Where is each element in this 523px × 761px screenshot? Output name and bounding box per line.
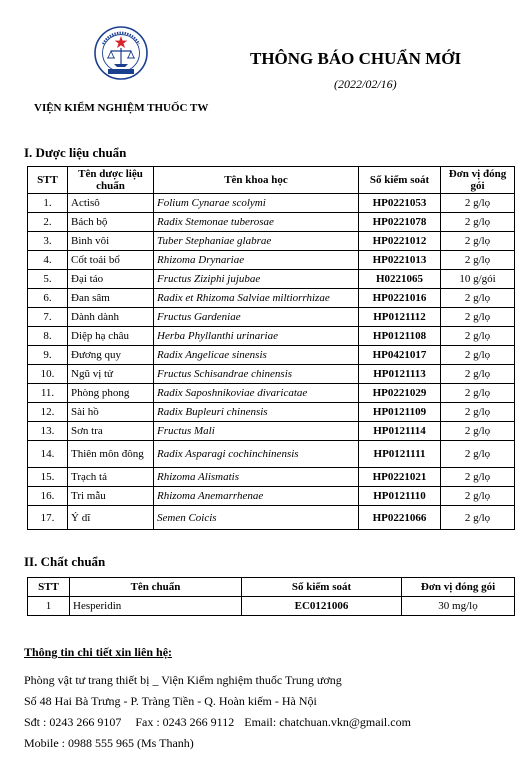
cell-stt: 8.: [28, 327, 68, 346]
cell-name: Ngũ vị tử: [68, 365, 154, 384]
cell-name: Hesperidin: [70, 597, 242, 616]
section-heading-chemical: II. Chất chuẩn: [24, 554, 106, 569]
cell-stt: 15.: [28, 468, 68, 487]
cell-scientific-name: Herba Phyllanthi urinariae: [154, 327, 359, 346]
cell-control-number: HP0221013: [359, 251, 441, 270]
cell-control-number: EC0121006: [242, 597, 402, 616]
cell-control-number: HP0121112: [359, 308, 441, 327]
organization-name: VIỆN KIỂM NGHIỆM THUỐC TW: [34, 102, 209, 114]
contact-phone-line: [24, 715, 411, 730]
table-row: [28, 487, 515, 506]
cell-scientific-name: Rhizoma Alismatis: [154, 468, 359, 487]
cell-scientific-name: Fructus Mali: [154, 422, 359, 441]
cell-unit: 2 g/lọ: [441, 346, 515, 365]
contact-heading: Thông tin chi tiết xin liên hệ:: [24, 645, 173, 659]
contact-mobile: Mobile : 0988 555 965 (Ms Thanh): [24, 736, 194, 750]
table-row: [28, 232, 515, 251]
cell-stt: 16.: [28, 487, 68, 506]
cell-scientific-name: Tuber Stephaniae glabrae: [154, 232, 359, 251]
cell-stt: 13.: [28, 422, 68, 441]
cell-stt: 3.: [28, 232, 68, 251]
cell-scientific-name: Radix Angelicae sinensis: [154, 346, 359, 365]
cell-control-number: HP0221029: [359, 384, 441, 403]
table-row: [28, 468, 515, 487]
contact-address: Số 48 Hai Bà Trưng - P. Tràng Tiền - Q. Hoàn kiếm - Hà Nội: [24, 694, 317, 708]
cell-stt: 10.: [28, 365, 68, 384]
cell-scientific-name: Radix Stemonae tuberosae: [154, 213, 359, 232]
email-address[interactable]: chatchuan.vkn@gmail.com: [279, 715, 411, 729]
cell-name: Đại táo: [68, 270, 154, 289]
cell-scientific-name: Radix Bupleuri chinensis: [154, 403, 359, 422]
institute-logo: [94, 26, 148, 80]
cell-name: Thiên môn đông: [68, 441, 154, 468]
cell-name: Đương quy: [68, 346, 154, 365]
cell-unit: 2 g/lọ: [441, 506, 515, 530]
table-row: [28, 194, 515, 213]
cell-scientific-name: Fructus Schisandrae chinensis: [154, 365, 359, 384]
cell-unit: 2 g/lọ: [441, 327, 515, 346]
cell-unit: 2 g/lọ: [441, 289, 515, 308]
cell-control-number: HP0121114: [359, 422, 441, 441]
cell-control-number: HP0121111: [359, 441, 441, 468]
table-row: [28, 308, 515, 327]
contact-department: Phòng vật tư trang thiết bị _ Viện Kiểm nghiệm thuốc Trung ương: [24, 673, 342, 687]
cell-name: Bình vôi: [68, 232, 154, 251]
table-row: [28, 506, 515, 530]
section-heading-herbal: I. Dược liệu chuẩn: [24, 145, 127, 160]
cell-control-number: HP0221021: [359, 468, 441, 487]
cell-name: Bách bộ: [68, 213, 154, 232]
table-header-row: [28, 578, 515, 597]
cell-control-number: HP0121108: [359, 327, 441, 346]
cell-stt: 9.: [28, 346, 68, 365]
cell-stt: 11.: [28, 384, 68, 403]
cell-name: Sơn tra: [68, 422, 154, 441]
cell-stt: 6.: [28, 289, 68, 308]
cell-stt: 1: [28, 597, 70, 616]
table-row: [28, 251, 515, 270]
cell-unit: 30 mg/lọ: [402, 597, 515, 616]
column-header: Tên khoa học: [154, 167, 359, 194]
cell-unit: 2 g/lọ: [441, 441, 515, 468]
cell-scientific-name: Radix et Rhizoma Salviae miltiorrhizae: [154, 289, 359, 308]
cell-name: Diệp hạ châu: [68, 327, 154, 346]
column-header: Đơn vị đóng gói: [402, 578, 515, 597]
table-row: [28, 422, 515, 441]
chemical-standards-table: [27, 577, 515, 616]
cell-unit: 2 g/lọ: [441, 384, 515, 403]
cell-unit: 2 g/lọ: [441, 403, 515, 422]
cell-control-number: HP0121110: [359, 487, 441, 506]
table-header-row: [28, 167, 515, 194]
column-header: STT: [28, 578, 70, 597]
cell-control-number: HP0421017: [359, 346, 441, 365]
column-header: Tên chuẩn: [70, 578, 242, 597]
cell-name: Actisô: [68, 194, 154, 213]
column-header: Đơn vị đóng gói: [441, 167, 515, 194]
table-row: [28, 597, 515, 616]
cell-unit: 2 g/lọ: [441, 194, 515, 213]
cell-control-number: HP0221053: [359, 194, 441, 213]
table-row: [28, 270, 515, 289]
cell-name: Tri mẫu: [68, 487, 154, 506]
table-row: [28, 365, 515, 384]
cell-stt: 5.: [28, 270, 68, 289]
email-label: Email:: [244, 715, 277, 729]
table-row: [28, 346, 515, 365]
table-row: [28, 213, 515, 232]
cell-stt: 4.: [28, 251, 68, 270]
cell-unit: 10 g/gói: [441, 270, 515, 289]
cell-name: Đan sâm: [68, 289, 154, 308]
herbal-standards-table: [27, 166, 515, 530]
cell-control-number: HP0221012: [359, 232, 441, 251]
cell-unit: 2 g/lọ: [441, 487, 515, 506]
cell-scientific-name: Radix Saposhnikoviae divaricatae: [154, 384, 359, 403]
cell-unit: 2 g/lọ: [441, 251, 515, 270]
cell-stt: 7.: [28, 308, 68, 327]
table-row: [28, 403, 515, 422]
cell-unit: 2 g/lọ: [441, 468, 515, 487]
cell-scientific-name: Radix Asparagi cochinchinensis: [154, 441, 359, 468]
cell-scientific-name: Folium Cynarae scolymi: [154, 194, 359, 213]
cell-scientific-name: Fructus Ziziphi jujubae: [154, 270, 359, 289]
cell-scientific-name: Fructus Gardeniae: [154, 308, 359, 327]
cell-stt: 2.: [28, 213, 68, 232]
cell-name: Cốt toái bổ: [68, 251, 154, 270]
table-row: [28, 441, 515, 468]
cell-stt: 12.: [28, 403, 68, 422]
cell-control-number: HP0221016: [359, 289, 441, 308]
cell-stt: 17.: [28, 506, 68, 530]
cell-control-number: HP0221078: [359, 213, 441, 232]
table-row: [28, 327, 515, 346]
table-row: [28, 384, 515, 403]
cell-name: Trạch tả: [68, 468, 154, 487]
column-header: Số kiểm soát: [242, 578, 402, 597]
cell-name: Dành dành: [68, 308, 154, 327]
cell-scientific-name: Rhizoma Anemarrhenae: [154, 487, 359, 506]
cell-control-number: HP0121113: [359, 365, 441, 384]
cell-name: Ý dĩ: [68, 506, 154, 530]
column-header: STT: [28, 167, 68, 194]
cell-unit: 2 g/lọ: [441, 308, 515, 327]
cell-name: Sài hồ: [68, 403, 154, 422]
cell-scientific-name: Semen Coicis: [154, 506, 359, 530]
fax-number: Fax : 0243 266 9112: [135, 715, 235, 729]
cell-control-number: HP0221066: [359, 506, 441, 530]
cell-control-number: H0221065: [359, 270, 441, 289]
cell-unit: 2 g/lọ: [441, 365, 515, 384]
document-date: (2022/02/16): [334, 77, 397, 91]
cell-name: Phòng phong: [68, 384, 154, 403]
column-header: Tên dược liệu chuẩn: [68, 167, 154, 194]
cell-control-number: HP0121109: [359, 403, 441, 422]
table-row: [28, 289, 515, 308]
cell-unit: 2 g/lọ: [441, 422, 515, 441]
cell-scientific-name: Rhizoma Drynariae: [154, 251, 359, 270]
cell-stt: 1.: [28, 194, 68, 213]
cell-unit: 2 g/lọ: [441, 232, 515, 251]
column-header: Số kiểm soát: [359, 167, 441, 194]
document-title: THÔNG BÁO CHUẨN MỚI: [250, 49, 462, 68]
cell-unit: 2 g/lọ: [441, 213, 515, 232]
cell-stt: 14.: [28, 441, 68, 468]
phone-number: Sđt : 0243 266 9107: [24, 715, 122, 729]
